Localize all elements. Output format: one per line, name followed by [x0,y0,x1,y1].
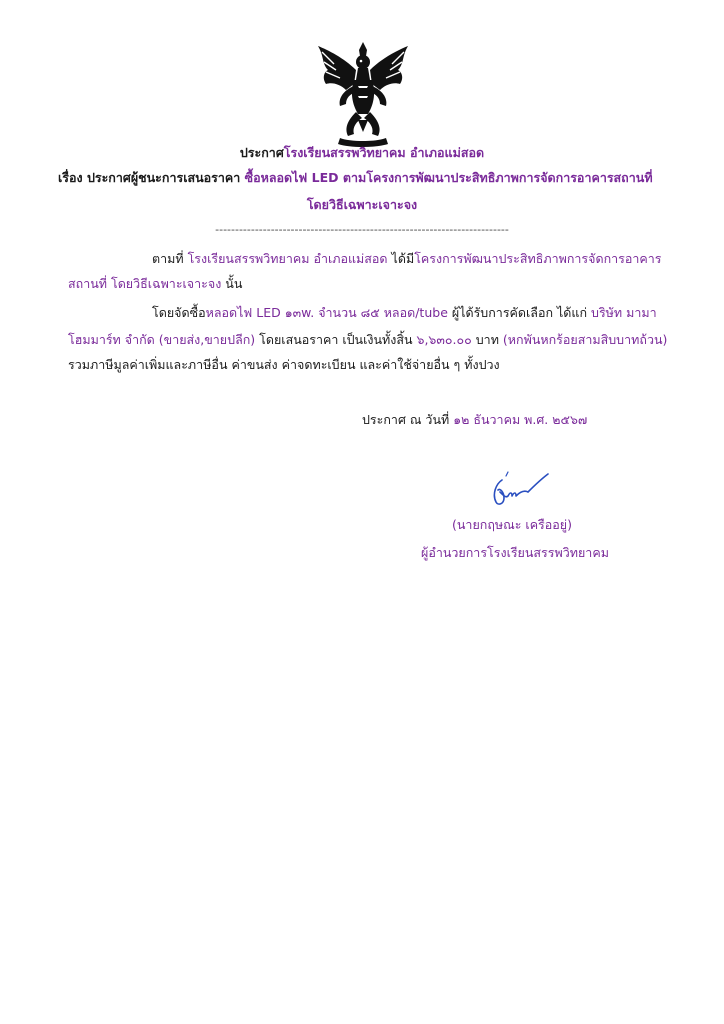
p1-organization: โรงเรียนสรรพวิทยาคม อำเภอแม่สอด [187,251,388,266]
title-prefix: ประกาศ [239,145,284,160]
paragraph-1-line-1 [152,251,662,267]
p2-vendor: บริษัท มามา [591,305,657,320]
date-label: ประกาศ ณ วันที่ [362,412,454,427]
paragraph-2-line-1 [152,305,657,321]
handwritten-signature [484,470,550,512]
p2-prefix: โดยจัดซื้อ [152,305,206,320]
garuda-emblem-icon [314,40,412,148]
subject-method: โดยวิธีเฉพาะเจาะจง [306,197,418,212]
p2-vendor-continued: โฮมมาร์ท จำกัด (ขายส่ง,ขายปลีก) [68,332,256,347]
p2-item: หลอดไฟ LED ๑๓w. จำนวน ๘๕ หลอด/tube [205,305,448,320]
p1-project-continued: สถานที่ โดยวิธีเฉพาะเจาะจง [68,276,222,291]
paragraph-2-line-3: รวมภาษีมูลค่าเพิ่มและภาษีอื่น ค่าขนส่ง ค่าจดทะเบียน และค่าใช้จ่ายอื่น ๆ ทั้งปวง [68,357,500,372]
p1-project: โครงการพัฒนาประสิทธิภาพการจัดการอาคาร [414,251,662,266]
announcement-date [362,412,587,428]
signatory-name [452,517,572,533]
p1-mid: ได้มี [387,251,415,266]
p2-price-text: โดยเสนอราคา เป็นเงินทั้งสิ้น [255,332,417,347]
paragraph-1-line-2 [68,276,242,292]
p2-amount: ๖,๖๓๐.๐๐ [416,332,472,347]
paragraph-2-line-2 [68,332,667,348]
announcement-title [0,145,724,161]
subject-label: เรื่อง ประกาศผู้ชนะการเสนอราคา [58,170,245,185]
signatory-position: ผู้อำนวยการโรงเรียนสรรพวิทยาคม [421,545,609,560]
title-organization: โรงเรียนสรรพวิทยาคม อำเภอแม่สอด [283,145,485,160]
date-value: ๑๒ ธันวาคม พ.ศ. ๒๕๖๗ [453,412,588,427]
announcement-subject [58,170,653,186]
p2-amount-words: (หกพันหกร้อยสามสิบบาทถ้วน) [502,332,668,347]
p1-prefix: ตามที่ [152,251,188,266]
p2-mid: ผู้ได้รับการคัดเลือก ได้แก่ [447,305,592,320]
subject-item: ซื้อหลอดไฟ LED ตามโครงการพัฒนาประสิทธิภาพการจัดการอาคารสถานที่ [244,170,653,185]
signatory-name-text: (นายกฤษณะ เครืออยู่) [452,517,572,532]
p2-unit: บาท [471,332,503,347]
divider: -------------------------------------------------------------------------- [215,223,509,236]
p1-end: นั้น [221,276,243,291]
